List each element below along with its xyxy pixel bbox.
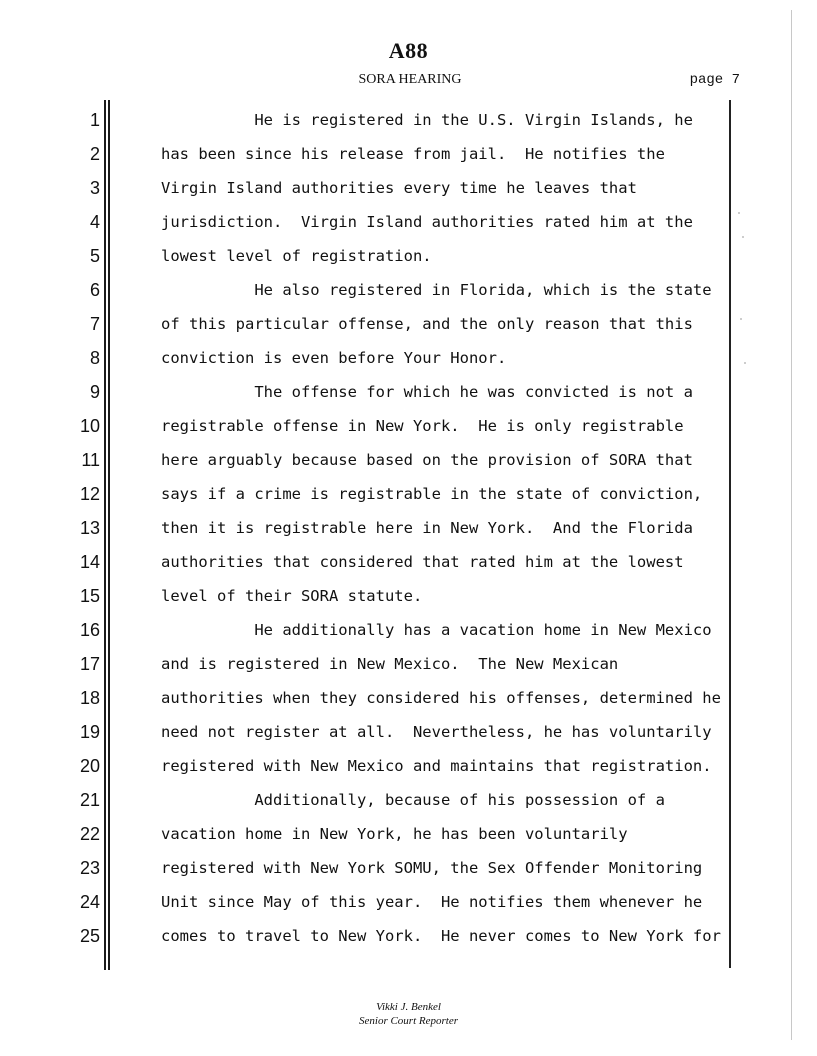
line-number: 3 <box>89 178 100 198</box>
line-number: 9 <box>89 382 100 402</box>
transcript-line: He is registered in the U.S. Virgin Islands, he <box>161 111 693 129</box>
transcript-line: lowest level of registration. <box>161 247 432 265</box>
line-number: 6 <box>89 280 100 300</box>
scan-speck <box>740 318 742 320</box>
line-number: 13 <box>79 518 100 538</box>
line-number: 23 <box>79 858 100 878</box>
line-number: 20 <box>79 756 100 776</box>
line-number: 14 <box>79 552 100 572</box>
transcript-line: authorities when they considered his offenses, determined he <box>161 689 721 707</box>
line-number: 8 <box>89 348 100 368</box>
transcript-line: The offense for which he was convicted is not a <box>161 383 693 401</box>
transcript-body <box>161 103 726 953</box>
line-number: 4 <box>89 212 100 232</box>
transcript-line: jurisdiction. Virgin Island authorities rated him at the <box>161 213 693 231</box>
transcript-line: vacation home in New York, he has been voluntarily <box>161 825 628 843</box>
transcript-line: here arguably because based on the provision of SORA that <box>161 451 693 469</box>
line-number: 12 <box>79 484 100 504</box>
transcript-line: Additionally, because of his possession of a <box>161 791 665 809</box>
transcript-line: level of their SORA statute. <box>161 587 423 605</box>
line-number: 18 <box>79 688 100 708</box>
transcript-line: then it is registrable here in New York. And the Florida <box>161 519 693 537</box>
exhibit-page-number: A88 <box>388 38 429 63</box>
scan-speck <box>742 236 744 238</box>
line-number: 22 <box>79 824 100 844</box>
line-number: 7 <box>89 314 100 334</box>
transcript-line: of this particular offense, and the only reason that this <box>161 315 693 333</box>
transcript-line: He additionally has a vacation home in New Mexico <box>161 621 712 639</box>
reporter-title: Senior Court Reporter <box>359 1015 458 1027</box>
transcript-line: Unit since May of this year. He notifies them whenever he <box>161 893 703 911</box>
left-margin-rule-2 <box>108 100 110 970</box>
transcript-line: He also registered in Florida, which is the state <box>161 281 712 299</box>
transcript-line: Virgin Island authorities every time he leaves that <box>161 179 637 197</box>
transcript-page-label: page 7 <box>689 72 740 88</box>
line-number: 5 <box>89 246 100 266</box>
page-edge-rule <box>791 10 792 1040</box>
transcript-line: registered with New York SOMU, the Sex Offender Monitoring <box>161 859 703 877</box>
line-number: 25 <box>79 926 100 946</box>
transcript-line: need not register at all. Nevertheless, he has voluntarily <box>161 723 712 741</box>
transcript-line: says if a crime is registrable in the state of conviction, <box>161 485 703 503</box>
line-number: 16 <box>79 620 100 640</box>
line-number-column <box>60 103 100 953</box>
reporter-signature-block <box>0 1000 817 1028</box>
line-number: 10 <box>79 416 100 436</box>
line-number: 1 <box>89 110 100 130</box>
transcript-line: registrable offense in New York. He is only registrable <box>161 417 684 435</box>
transcript-line: and is registered in New Mexico. The New Mexican <box>161 655 619 673</box>
line-number: 24 <box>79 892 100 912</box>
line-number: 17 <box>79 654 100 674</box>
transcript-line: authorities that considered that rated him at the lowest <box>161 553 684 571</box>
transcript-line: comes to travel to New York. He never comes to New York for <box>161 927 721 945</box>
scan-speck <box>738 212 740 214</box>
reporter-name: Vikki J. Benkel <box>376 1001 441 1013</box>
scan-speck <box>744 362 746 364</box>
line-number: 19 <box>79 722 100 742</box>
transcript-line: has been since his release from jail. He notifies the <box>161 145 665 163</box>
line-number: 11 <box>81 450 100 470</box>
left-margin-rule-1 <box>104 100 106 970</box>
line-number: 2 <box>89 144 100 164</box>
case-title: SORA HEARING <box>358 72 462 87</box>
right-margin-rule <box>729 100 731 968</box>
line-number: 15 <box>79 586 100 606</box>
line-number: 21 <box>79 790 100 810</box>
transcript-line: registered with New Mexico and maintains that registration. <box>161 757 712 775</box>
transcript-line: conviction is even before Your Honor. <box>161 349 507 367</box>
